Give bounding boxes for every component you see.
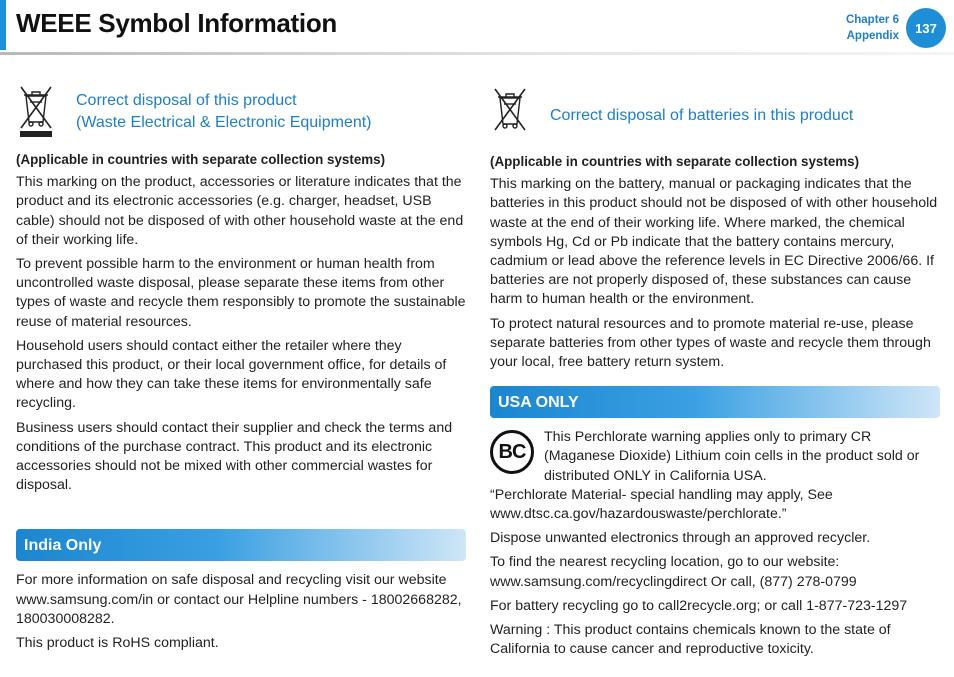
usa-paragraph: “Perchlorate Material- special handling may apply, See www.dtsc.ca.gov/hazardouswaste/perchlorate.” <box>490 486 833 523</box>
weee-heading-row <box>16 80 466 138</box>
chapter-label <box>846 12 899 44</box>
usa-only-band: USA ONLY <box>490 386 940 418</box>
usa-paragraph: Dispose unwanted electronics through an approved recycler. <box>490 530 871 547</box>
usa-warning: Warning : This product contains chemicals known to the state of California to cause cancer and reproductive toxicity. <box>490 622 891 658</box>
chapter-number: Chapter 6 <box>845 14 899 26</box>
page-header <box>0 0 954 56</box>
weee-subheading: (Applicable in countries with separate collection systems) <box>16 152 386 167</box>
weee-heading-line2: (Waste Electrical & Electronic Equipment) <box>76 114 372 131</box>
crossed-bin-with-bar-icon <box>16 82 56 138</box>
battery-paragraph: This marking on the battery, manual or packaging indicates that the batteries in this product should not be disposed of with other household waste at the end of their working life. Where marked, the chemical symbols Hg, Cd or Pb indicate that the battery contains mercury, cadmium or lead above the reference levels in EC Directive 2006/66. If batteries are not properly disposed of, these substances can cause harm to human health or the environment. <box>490 176 938 308</box>
battery-heading: Correct disposal of batteries in this product <box>550 107 854 124</box>
weee-paragraph: Household users should contact either the retailer where they purchased this product, or their local government office, for details of where and how they can take these items for environmentally safe recycling. <box>16 337 447 412</box>
usa-paragraph: For battery recycling go to call2recycle.org; or call 1-877-723-1297 <box>490 597 908 614</box>
battery-heading-row <box>490 80 940 132</box>
perchlorate-intro: This Perchlorate warning applies only to primary CR (Maganese Dioxide) Lithium coin cells in the product sold or distributed ONLY in California USA. <box>544 429 920 484</box>
battery-paragraph: To protect natural resources and to promote material re-use, please separate batteries from other types of waste and recycle them through your local, free battery return system. <box>490 315 931 371</box>
weee-paragraph: Business users should contact their supplier and check the terms and conditions of the purchase contract. This product and its electronic accessories should not be mixed with other commercial wastes for disposal. <box>16 419 453 494</box>
page-title: WEEE Symbol Information <box>16 8 338 38</box>
header-accent-bar <box>0 0 6 50</box>
crossed-bin-icon <box>490 84 530 132</box>
header-divider <box>0 52 954 55</box>
usa-paragraph: To find the nearest recycling location, go to our website: www.samsung.com/recyclingdirect Or call, (877) 278-0799 <box>490 554 857 590</box>
weee-heading-line1: Correct disposal of this product <box>76 92 297 109</box>
chapter-section: Appendix <box>846 30 899 42</box>
right-column <box>490 80 940 664</box>
weee-paragraph: To prevent possible harm to the environment or human health from uncontrolled waste disposal, please separate these items from other types of waste and recycle them responsibly to promote the sustainable reuse of material resources. <box>16 256 466 330</box>
left-column <box>16 80 466 658</box>
weee-paragraph: This marking on the product, accessories or literature indicates that the product and its electronic accessories (e.g. charger, headset, USB cable) should not be disposed of with other household waste at the end of their working life. <box>16 174 464 248</box>
bc-logo: BC <box>490 430 534 474</box>
rohs-paragraph: This product is RoHS compliant. <box>16 635 219 652</box>
battery-subheading: (Applicable in countries with separate collection systems) <box>490 154 860 169</box>
weee-heading <box>76 90 372 134</box>
perchlorate-row <box>490 428 940 486</box>
page-number-badge: 137 <box>906 8 946 48</box>
india-paragraph: For more information on safe disposal and recycling visit our website www.samsung.com/in or contact our Helpline numbers - 18002668282, 180030008282. <box>16 572 462 627</box>
india-only-band: India Only <box>16 529 466 561</box>
